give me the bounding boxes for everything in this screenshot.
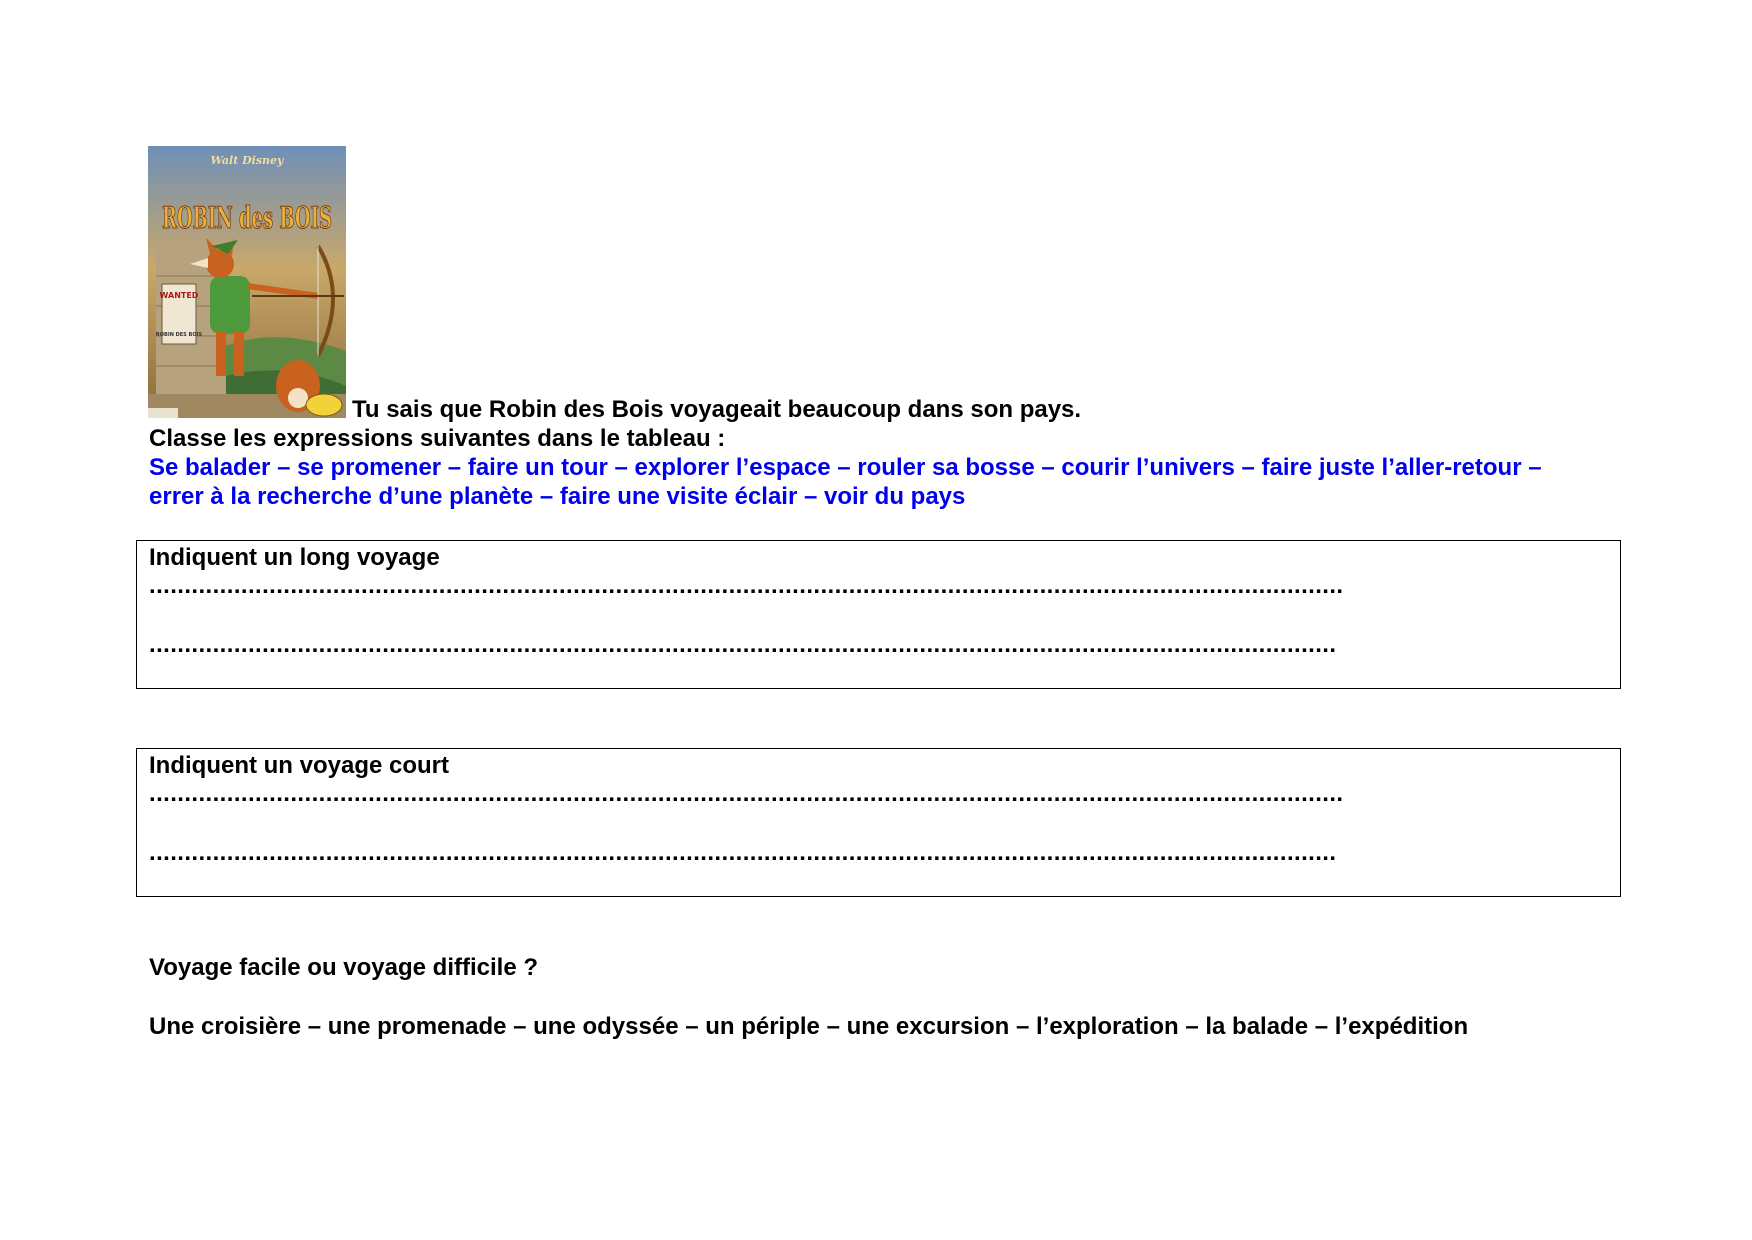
long-voyage-title: Indiquent un long voyage <box>149 544 440 571</box>
expressions-line-2: errer à la recherche d’une planète – faire une visite éclair – voir du pays <box>149 483 966 510</box>
long-voyage-box <box>136 540 1621 689</box>
short-voyage-answer-line-1[interactable]: ......................................................................................................................................................................... <box>149 780 1344 807</box>
short-voyage-box <box>136 748 1621 897</box>
expressions-line-1: Se balader – se promener – faire un tour – explorer l’espace – rouler sa bosse – courir l’univers – faire juste l’aller-retour – <box>149 454 1542 481</box>
question-heading: Voyage facile ou voyage difficile ? <box>149 954 539 981</box>
cover-wanted-name: ROBIN DES BOIS <box>155 332 203 338</box>
short-voyage-title: Indiquent un voyage court <box>149 752 450 779</box>
intro-text: Tu sais que Robin des Bois voyageait beaucoup dans son pays. <box>352 396 1082 423</box>
cover-wanted: WANTED <box>159 291 199 300</box>
robin-hood-dvd-cover-icon <box>148 146 346 418</box>
long-voyage-answer-line-2[interactable]: ........................................................................................................................................................................ <box>149 631 1337 658</box>
word-list: Une croisière – une promenade – une odyssée – un périple – une excursion – l’exploration – la balade – l’expédition <box>149 1013 1469 1040</box>
instruction-text: Classe les expressions suivantes dans le tableau : <box>149 425 726 452</box>
cover-brand: Walt Disney <box>210 154 284 167</box>
long-voyage-answer-line-1[interactable]: ......................................................................................................................................................................... <box>149 572 1344 599</box>
cover-title: ROBIN des BOIS <box>162 201 332 236</box>
short-voyage-answer-line-2[interactable]: ........................................................................................................................................................................ <box>149 839 1337 866</box>
